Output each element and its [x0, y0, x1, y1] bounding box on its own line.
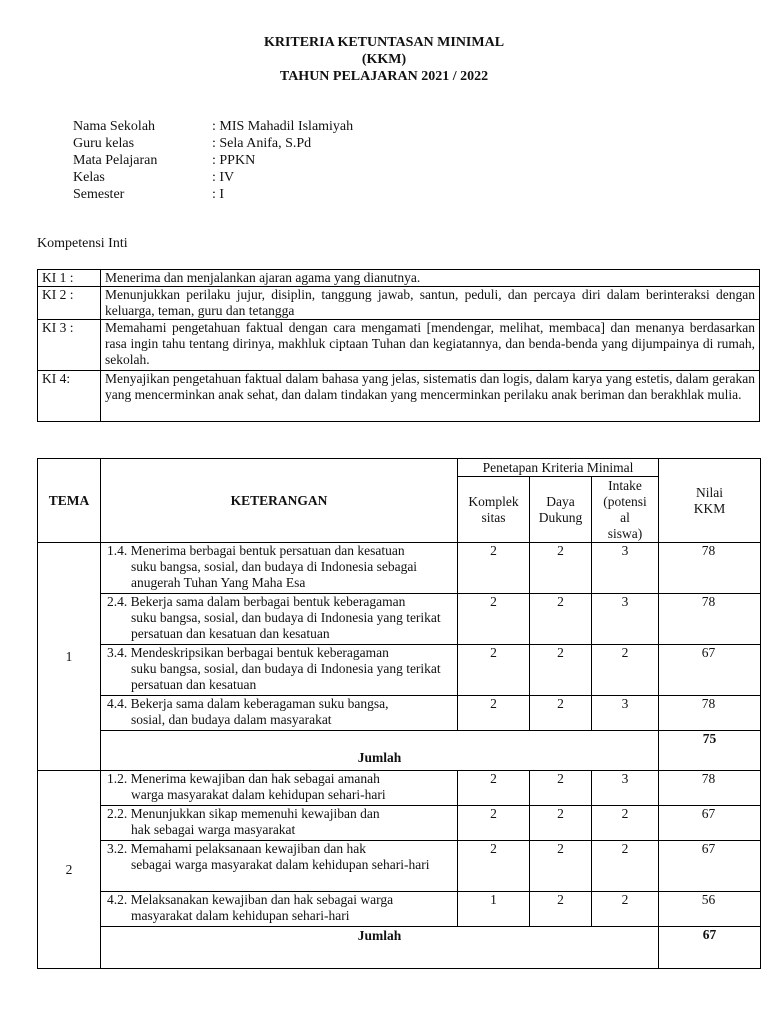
jumlah-value: 75	[659, 731, 761, 771]
ki-row	[38, 371, 760, 422]
ki-code: KI 2 :	[38, 287, 101, 320]
header-keterangan: KETERANGAN	[101, 459, 458, 543]
kd-continuation: suku bangsa, sosial, dan budaya di Indonesia yang terikat persatuan dan kesatuan dan kesatuan	[131, 610, 441, 641]
daya-dukung-value: 2	[530, 594, 592, 645]
header-kompleksitas-line2: sitas	[481, 509, 506, 525]
info-value-teacher: : Sela Anifa, S.Pd	[212, 136, 312, 151]
kompleksitas-value: 2	[458, 645, 530, 696]
table-row	[38, 806, 761, 841]
header-tema: TEMA	[38, 459, 101, 543]
ki-code: KI 1 :	[38, 270, 101, 287]
info-value-school: : MIS Mahadil Islamiyah	[212, 119, 354, 134]
jumlah-value: 67	[659, 927, 761, 969]
header-intake-line1: Intake	[608, 477, 642, 493]
kd-description	[101, 645, 458, 696]
daya-dukung-value: 2	[530, 892, 592, 927]
ki-table	[37, 269, 760, 422]
header-kompleksitas	[458, 477, 530, 543]
jumlah-label: Jumlah	[101, 731, 659, 771]
nilai-kkm-value: 78	[659, 696, 761, 731]
kd-continuation: suku bangsa, sosial, dan budaya di Indonesia yang terikat persatuan dan kesatuan	[131, 661, 441, 692]
kompleksitas-value: 2	[458, 543, 530, 594]
kompleksitas-value: 1	[458, 892, 530, 927]
header-nilai-kkm	[659, 459, 761, 543]
header-daya-dukung	[530, 477, 592, 543]
tema-number: 1	[38, 543, 101, 771]
ki-heading: Kompetensi Inti	[37, 236, 128, 251]
header-intake	[592, 477, 659, 543]
nilai-kkm-value: 67	[659, 645, 761, 696]
kd-continuation: sebagai warga masyarakat dalam kehidupan sehari-hari	[131, 857, 430, 872]
intake-value: 2	[592, 892, 659, 927]
kompleksitas-value: 2	[458, 594, 530, 645]
info-label-subject: Mata Pelajaran	[73, 153, 158, 168]
doc-subtitle: (KKM)	[361, 52, 407, 67]
intake-value: 2	[592, 645, 659, 696]
jumlah-row	[38, 731, 761, 771]
table-row	[38, 892, 761, 927]
table-row	[38, 594, 761, 645]
info-value-semester: : I	[212, 187, 225, 202]
info-label-semester: Semester	[73, 187, 125, 202]
ki-row	[38, 320, 760, 371]
daya-dukung-value: 2	[530, 696, 592, 731]
jumlah-label: Jumlah	[101, 927, 659, 969]
kd-line: 4.2. Melaksanakan kewajiban dan hak sebagai warga	[107, 892, 394, 907]
kd-description	[101, 771, 458, 806]
nilai-kkm-value: 78	[659, 543, 761, 594]
table-row	[38, 696, 761, 731]
nilai-kkm-value: 78	[659, 771, 761, 806]
tema-number: 2	[38, 771, 101, 969]
daya-dukung-value: 2	[530, 841, 592, 892]
kompleksitas-value: 2	[458, 771, 530, 806]
intake-value: 3	[592, 543, 659, 594]
nilai-kkm-value: 67	[659, 806, 761, 841]
kd-continuation: suku bangsa, sosial, dan budaya di Indonesia sebagai anugerah Tuhan Yang Maha Esa	[131, 559, 418, 590]
daya-dukung-value: 2	[530, 806, 592, 841]
table-row	[38, 645, 761, 696]
header-penetapan: Penetapan Kriteria Minimal	[458, 459, 659, 477]
kompleksitas-value: 2	[458, 696, 530, 731]
kd-description	[101, 543, 458, 594]
header-intake-line4: siswa)	[607, 525, 643, 541]
intake-value: 3	[592, 771, 659, 806]
kd-line: 1.4. Menerima berbagai bentuk persatuan dan kesatuan	[107, 543, 405, 558]
header-intake-line3: al	[620, 509, 630, 525]
intake-value: 2	[592, 806, 659, 841]
kd-continuation: warga masyarakat dalam kehidupan sehari-hari	[131, 787, 386, 802]
doc-title: KRITERIA KETUNTASAN MINIMAL	[263, 35, 505, 50]
ki-text: Menunjukkan perilaku jujur, disiplin, tanggung jawab, santun, peduli, dan percaya diri dalam berinteraksi dengan keluarga, teman, guru dan tetangga	[101, 287, 760, 320]
daya-dukung-value: 2	[530, 771, 592, 806]
header-daya-line2: Dukung	[538, 509, 583, 525]
kd-continuation: sosial, dan budaya dalam masyarakat	[131, 712, 332, 727]
doc-year: TAHUN PELAJARAN 2021 / 2022	[279, 69, 489, 84]
ki-code: KI 4:	[38, 371, 101, 422]
kd-continuation: masyarakat dalam kehidupan sehari-hari	[131, 908, 350, 923]
daya-dukung-value: 2	[530, 645, 592, 696]
table-row	[38, 841, 761, 892]
ki-text: Menerima dan menjalankan ajaran agama yang dianutnya.	[101, 270, 760, 287]
kd-line: 3.2. Memahami pelaksanaan kewajiban dan hak	[107, 841, 367, 856]
ki-text: Memahami pengetahuan faktual dengan cara mengamati [mendengar, melihat, membaca] dan menanya berdasarkan rasa ingin tahu tentang dirinya, makhluk ciptaan Tuhan dan kegiatannya, dan benda-benda yang dijumpainya di rumah, sekolah.	[101, 320, 760, 371]
header-intake-line2: (potensi	[603, 493, 647, 509]
info-label-class: Kelas	[73, 170, 105, 185]
ki-code: KI 3 :	[38, 320, 101, 371]
kd-line: 3.4. Mendeskripsikan berbagai bentuk keberagaman	[107, 645, 389, 660]
ki-row	[38, 287, 760, 320]
info-value-class: : IV	[212, 170, 235, 185]
header-nilai-line2: KKM	[693, 500, 726, 516]
jumlah-row	[38, 927, 761, 969]
daya-dukung-value: 2	[530, 543, 592, 594]
kkm-table	[37, 458, 761, 969]
kompleksitas-value: 2	[458, 841, 530, 892]
intake-value: 3	[592, 696, 659, 731]
nilai-kkm-value: 56	[659, 892, 761, 927]
kd-line: 2.4. Bekerja sama dalam berbagai bentuk keberagaman	[107, 594, 406, 609]
nilai-kkm-value: 67	[659, 841, 761, 892]
info-label-school: Nama Sekolah	[73, 119, 156, 134]
kd-line: 2.2. Menunjukkan sikap memenuhi kewajiban dan	[107, 806, 380, 821]
info-value-subject: : PPKN	[212, 153, 256, 168]
table-row	[38, 543, 761, 594]
intake-value: 2	[592, 841, 659, 892]
header-nilai-line1: Nilai	[696, 484, 723, 500]
kd-description	[101, 696, 458, 731]
intake-value: 3	[592, 594, 659, 645]
kd-continuation: hak sebagai warga masyarakat	[131, 822, 296, 837]
header-daya-line1: Daya	[546, 493, 575, 509]
kd-description	[101, 841, 458, 892]
ki-text: Menyajikan pengetahuan faktual dalam bahasa yang jelas, sistematis dan logis, dalam karya yang estetis, dalam gerakan yang mencerminkan anak sehat, dan dalam tindakan yang mencerminkan perilaku anak beriman dan berakhlak mulia.	[101, 371, 760, 422]
header-kompleksitas-line1: Komplek	[468, 493, 519, 509]
kd-line: 1.2. Menerima kewajiban dan hak sebagai amanah	[107, 771, 380, 786]
kd-description	[101, 594, 458, 645]
kd-line: 4.4. Bekerja sama dalam keberagaman suku bangsa,	[107, 696, 389, 711]
table-row	[38, 771, 761, 806]
kompleksitas-value: 2	[458, 806, 530, 841]
kd-description	[101, 806, 458, 841]
kd-description	[101, 892, 458, 927]
nilai-kkm-value: 78	[659, 594, 761, 645]
info-label-teacher: Guru kelas	[73, 136, 135, 151]
ki-row	[38, 270, 760, 287]
